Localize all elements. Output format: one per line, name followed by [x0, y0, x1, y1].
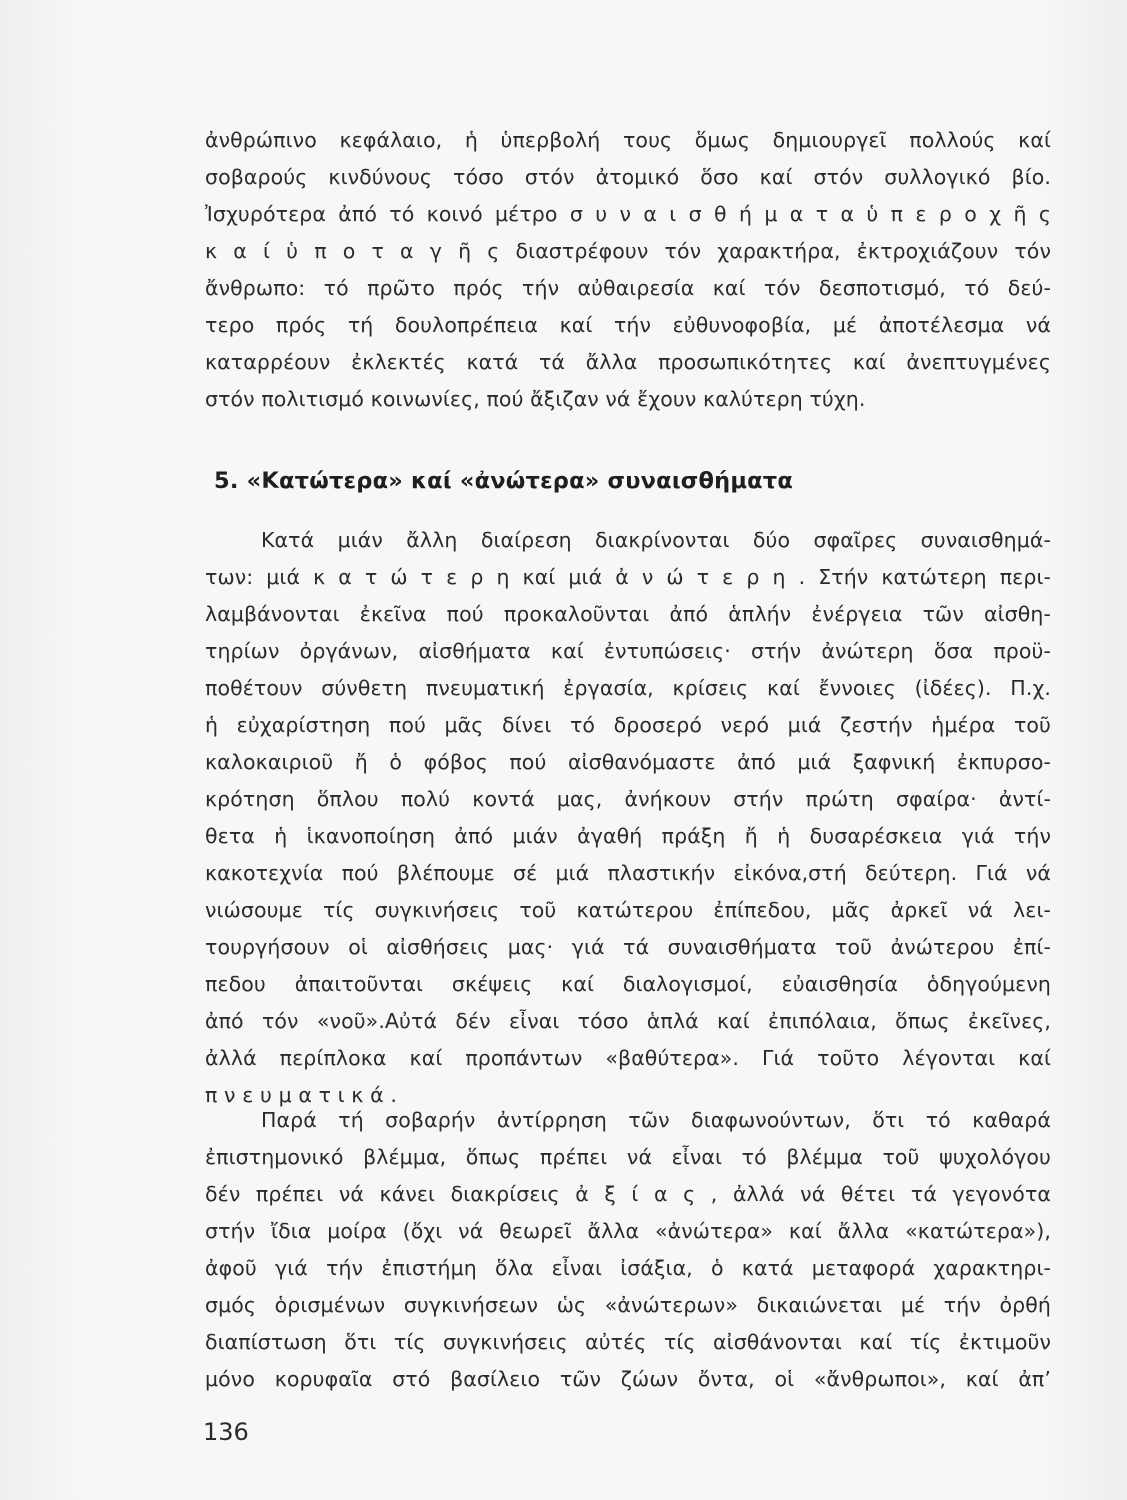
page-body-continued [205, 1102, 1051, 1398]
page-number: 136 [203, 1418, 249, 1446]
text-line: ἄνθρωπο: τό πρῶτο πρός τήν αὐθαιρεσία καί τόν δεσποτισμό, τό δεύ- [205, 276, 1051, 300]
text-line: τηρίων ὀργάνων, αἰσθήματα καί ἐντυπώσεις· στήν ἀνώτερη ὅσα προϋ- [205, 639, 1051, 663]
text-line: ἀφοῦ γιά τήν ἐπιστήμη ὅλα εἶναι ἰσάξια, ὁ κατά μεταφορά χαρακτηρι- [205, 1256, 1051, 1280]
text-line: καταρρέουν ἐκλεκτές κατά τά ἄλλα προσωπικότητες καί ἀνεπτυγμένες [205, 350, 1051, 374]
text-line: ἀνθρώπινο κεφάλαιο, ἡ ὑπερβολή τους ὅμως δημιουργεῖ πολλούς καί [205, 128, 1051, 152]
text-line: των: μιά κ α τ ώ τ ε ρ η καί μιά ἀ ν ώ τ ε ρ η . Στήν κατώτερη περι- [205, 565, 1051, 589]
text-line: δέν πρέπει νά κάνει διακρίσεις ἀ ξ ί α ς , ἀλλά νά θέτει τά γεγονότα [205, 1182, 1051, 1206]
text-line: Ἰσχυρότερα ἀπό τό κοινό μέτρο σ υ ν α ι σ θ ή μ α τ α ὑ π ε ρ ο χ ῆ ς [205, 202, 1051, 226]
text-line: ἐπιστημονικό βλέμμα, ὅπως πρέπει νά εἶναι τό βλέμμα τοῦ ψυχολόγου [205, 1145, 1051, 1169]
text-line: ἀπό τόν «νοῦ».Αὐτά δέν εἶναι τόσο ἁπλά καί ἐπιπόλαια, ὅπως ἐκεῖνες, [205, 1009, 1051, 1033]
text-line: ἡ εὐχαρίστηση πού μᾶς δίνει τό δροσερό νερό μιά ζεστήν ἡμέρα τοῦ [205, 713, 1051, 737]
text-line: τουργήσουν οἱ αἰσθήσεις μας· γιά τά συναισθήματα τοῦ ἀνώτερου ἐπί- [205, 935, 1051, 959]
text-line: τερο πρός τή δουλοπρέπεια καί τήν εὐθυνοφοβία, μέ ἀποτέλεσμα νά [205, 313, 1051, 337]
text-line: Παρά τή σοβαρήν ἀντίρρηση τῶν διαφωνούντων, ὅτι τό καθαρά [261, 1108, 1051, 1132]
text-line: λαμβάνονται ἐκεῖνα πού προκαλοῦνται ἀπό ἁπλήν ἐνέργεια τῶν αἰσθη- [205, 602, 1051, 626]
text-line: καλοκαιριοῦ ἤ ὁ φόβος πού αἰσθανόμαστε ἀπό μιά ξαφνική ἐκπυρσο- [205, 750, 1051, 774]
text-line: κακοτεχνία πού βλέπουμε σέ μιά πλαστικήν εἰκόνα,στή δεύτερη. Γιά νά [205, 861, 1051, 885]
text-line: κρότηση ὅπλου πολύ κοντά μας, ἀνήκουν στήν πρώτη σφαίρα· ἀντί- [205, 787, 1051, 811]
text-line: ἀλλά περίπλοκα καί προπάντων «βαθύτερα». Γιά τοῦτο λέγονται καί [205, 1046, 1051, 1070]
text-line: στόν πολιτισμό κοινωνίες, πού ἄξιζαν νά ἔχουν καλύτερη τύχη. [205, 387, 866, 411]
page-body-section [205, 522, 1051, 1114]
paragraph-1 [205, 122, 1051, 418]
text-line: θετα ἡ ἱκανοποίηση ἀπό μιάν ἀγαθή πράξη ἤ ἡ δυσαρέσκεια γιά τήν [205, 824, 1051, 848]
text-line: διαπίστωση ὅτι τίς συγκινήσεις αὐτές τίς αἰσθάνονται καί τίς ἐκτιμοῦν [205, 1330, 1051, 1354]
text-line: π ν ε υ μ α τ ι κ ά . [205, 1083, 397, 1107]
paragraph-3 [205, 1102, 1051, 1398]
text-line: Κατά μιάν ἄλλη διαίρεση διακρίνονται δύο σφαῖρες συναισθημά- [261, 528, 1051, 552]
paragraph-2 [205, 522, 1051, 1114]
text-line: σμός ὁρισμένων συγκινήσεων ὡς «ἀνώτερων» δικαιώνεται μέ τήν ὀρθή [205, 1293, 1051, 1317]
text-line: κ α ί ὑ π ο τ α γ ῆ ς διαστρέφουν τόν χαρακτήρα, ἐκτροχιάζουν τόν [205, 239, 1051, 263]
text-line: πεδου ἀπαιτοῦνται σκέψεις καί διαλογισμοί, εὐαισθησία ὁδηγούμενη [205, 972, 1051, 996]
text-line: ποθέτουν σύνθετη πνευματική ἐργασία, κρίσεις καί ἔννοιες (ἰδέες). Π.χ. [205, 676, 1051, 700]
text-line: μόνο κορυφαῖα στό βασίλειο τῶν ζώων ὄντα, οἱ «ἄνθρωποι», καί ἀπ’ [205, 1367, 1051, 1391]
text-line: στήν ἴδια μοίρα (ὄχι νά θεωρεῖ ἄλλα «ἀνώτερα» καί ἄλλα «κατώτερα»), [205, 1219, 1051, 1243]
text-line: νιώσουμε τίς συγκινήσεις τοῦ κατώτερου ἐπίπεδου, μᾶς ἀρκεῖ νά λει- [205, 898, 1051, 922]
text-line: σοβαρούς κινδύνους τόσο στόν ἀτομικό ὅσο καί στόν συλλογικό βίο. [205, 165, 1051, 189]
section-heading: 5. «Κατώτερα» καί «ἀνώτερα» συναισθήματα [214, 468, 794, 494]
